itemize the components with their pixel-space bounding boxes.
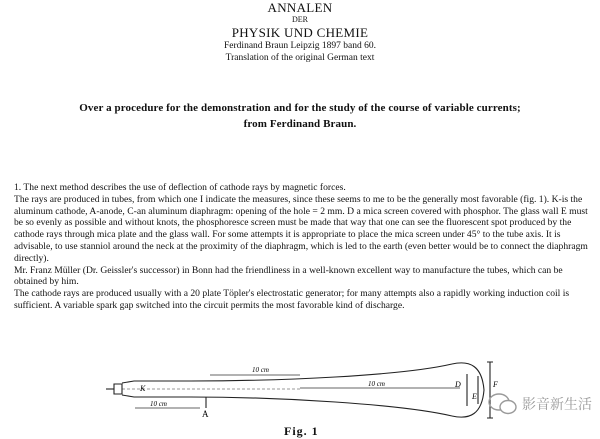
article-title-line1: Over a procedure for the demonstration and for the study of the course of variable currents; bbox=[79, 102, 521, 114]
label-f: F bbox=[493, 380, 498, 389]
journal-title-line1: ANNALEN bbox=[267, 0, 333, 15]
chat-bubble-icon bbox=[488, 393, 518, 415]
figure-caption: Fig. 1 bbox=[284, 424, 319, 438]
dim-label-bottom: 10 cm bbox=[150, 400, 167, 408]
cathode-ray-tube-figure bbox=[0, 350, 600, 434]
cathode-cap bbox=[114, 384, 122, 394]
journal-title-line3: PHYSIK UND CHEMIE bbox=[231, 25, 369, 40]
translation-note: Translation of the original German text bbox=[225, 53, 375, 63]
tube-bottom-edge bbox=[122, 395, 452, 416]
tube-outline bbox=[106, 362, 493, 418]
dim-label-middle: 10 cm bbox=[368, 380, 385, 388]
dim-label-top: 10 cm bbox=[252, 366, 269, 374]
tube-bulb bbox=[452, 363, 484, 417]
journal-header bbox=[0, 0, 600, 64]
watermark-text: 影音新生活 bbox=[522, 397, 592, 413]
label-e: E bbox=[472, 392, 477, 401]
label-a: A bbox=[202, 409, 209, 419]
paragraph: Mr. Franz Müller (Dr. Geissler's successor) in Bonn had the friendliness in a well-known excellent way to manufacture the tubes, which can be obtained by him. bbox=[14, 264, 563, 288]
label-d: D bbox=[455, 380, 461, 389]
article-title bbox=[0, 100, 600, 132]
paragraph: 1. The next method describes the use of deflection of cathode rays by magnetic forces. bbox=[14, 182, 346, 193]
citation-line: Ferdinand Braun Leipzig 1897 band 60. bbox=[224, 41, 376, 51]
paragraph: The rays are produced in tubes, from which one I indicate the measures, since these seems to me to be the generally most favorable (fig. 1). K-is the aluminum cathode, A-anode, C-an aluminum diaphragm: opening of the hole = 2 mm. D a mica screen covered with phosphor. The glass wall E must be so evenly as possible and without knots, the phosphoresce screen must be made that way that one can see the fluorescent spot produced by the cathode rays through mica plate and the glass wall. For some attempts it is appropriate to place the mica screen under 45° to the tube axis. It is advisable, to use stanniol around the neck at the proximity of the diaphragm, which is led to the earth (even better would be to connect the diaphragm directly). bbox=[14, 193, 588, 264]
journal-title-line2: DER bbox=[292, 15, 308, 24]
paragraph: The cathode rays are produced usually with a 20 plate Töpler's electrostatic generator; for many attempts also a rapidly working induction coil is sufficient. A variable spark gap switched into the circuit permits the most favorable kind of discharge. bbox=[14, 288, 570, 311]
article-body bbox=[14, 182, 592, 312]
label-k: K bbox=[140, 384, 146, 393]
dimension-lines bbox=[135, 375, 460, 408]
tube-top-edge bbox=[122, 364, 452, 383]
watermark bbox=[488, 393, 592, 415]
article-title-line2: from Ferdinand Braun. bbox=[243, 118, 357, 130]
